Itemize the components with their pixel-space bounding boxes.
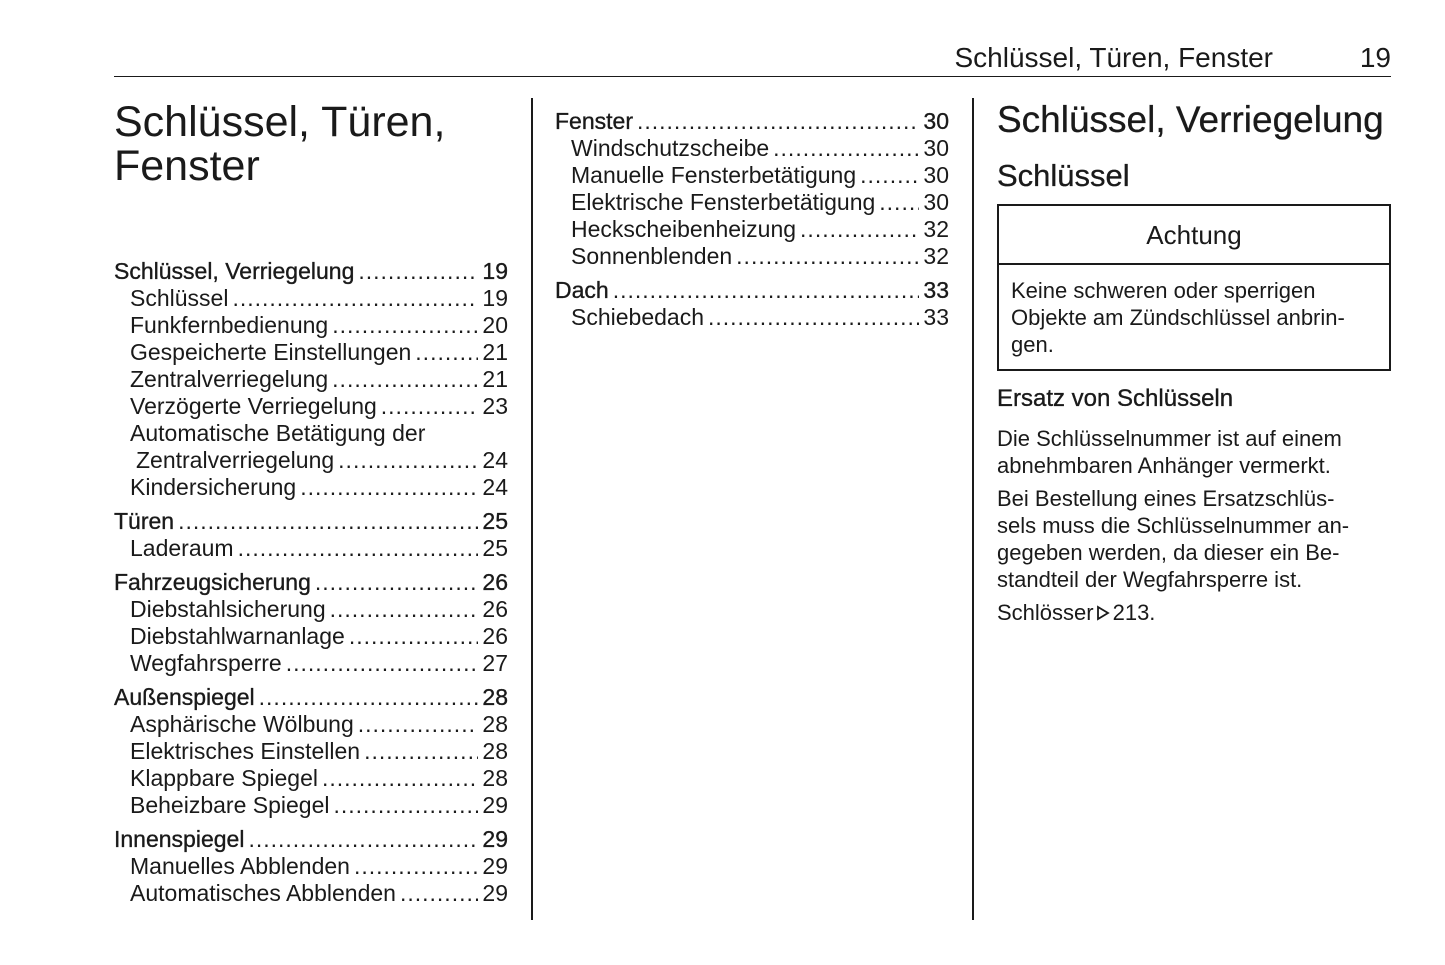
toc-dot-leader — [736, 243, 919, 270]
toc-dot-leader — [248, 826, 478, 853]
toc-entry-label: Manuelle Fensterbetätigung — [571, 162, 857, 188]
warning-text — [999, 265, 1389, 369]
toc-entry[interactable] — [555, 243, 949, 270]
toc-entry[interactable] — [114, 765, 508, 792]
toc-dot-leader — [354, 853, 478, 880]
toc-dot-leader — [637, 108, 919, 135]
chapter-title — [114, 100, 514, 188]
toc-entry[interactable] — [555, 277, 949, 304]
toc-dot-leader — [381, 393, 479, 420]
toc-entry-label: Gespeicherte Einstellungen — [130, 339, 412, 365]
toc-entry-page: 28 — [482, 765, 508, 791]
toc-entry[interactable] — [114, 535, 508, 562]
toc-dot-leader — [364, 738, 478, 765]
toc-entry-page: 21 — [482, 339, 508, 365]
paragraph — [997, 425, 1391, 479]
toc-entry-page: 33 — [923, 304, 949, 330]
toc-entry[interactable] — [555, 216, 949, 243]
toc-entry[interactable] — [555, 162, 949, 189]
column-divider-right — [972, 98, 974, 920]
toc-entry-page: 21 — [482, 366, 508, 392]
toc-dot-leader — [322, 765, 478, 792]
chapter-title-line: Schlüssel, Türen, — [114, 98, 446, 146]
toc-dot-leader — [358, 258, 478, 285]
toc-entry-label: Funkfernbedienung — [130, 312, 329, 338]
toc-dot-leader — [332, 312, 478, 339]
toc-entry-label: Kindersicherung — [130, 474, 297, 500]
toc-entry-page: 30 — [923, 162, 949, 188]
toc-dot-leader — [300, 474, 478, 501]
toc-dot-leader — [349, 623, 479, 650]
warning-box — [997, 204, 1391, 371]
toc-dot-leader — [259, 684, 479, 711]
toc-entry[interactable] — [114, 258, 508, 285]
toc-entry[interactable] — [555, 135, 949, 162]
toc-dot-leader — [773, 135, 919, 162]
toc-entry-page: 29 — [482, 880, 508, 906]
warning-line: gen. — [1011, 332, 1054, 357]
toc-entry[interactable] — [114, 650, 508, 677]
toc-entry-page: 19 — [482, 258, 508, 284]
toc-entry-page: 19 — [482, 285, 508, 311]
toc-dot-leader — [800, 216, 919, 243]
toc-entry-label: Automatisches Abblenden — [130, 880, 396, 906]
paragraph-line: Die Schlüsselnummer ist auf einem — [997, 426, 1342, 451]
toc-entry-label: Laderaum — [130, 535, 234, 561]
running-header — [114, 40, 1391, 77]
toc-entry[interactable] — [114, 684, 508, 711]
toc-entry[interactable] — [114, 738, 508, 765]
paragraph-line: Bei Bestellung eines Ersatzschlüs- — [997, 486, 1335, 511]
toc-entry-label: Dach — [555, 277, 609, 303]
subsection-heading: Ersatz von Schlüsseln — [997, 385, 1234, 412]
toc-entry-label: Windschutzscheibe — [571, 135, 770, 161]
paragraph-line: abnehmbaren Anhänger vermerkt. — [997, 453, 1331, 478]
toc-entry-label: Manuelles Abblenden — [130, 853, 350, 879]
toc-dot-leader — [879, 189, 919, 216]
toc-entry-page: 23 — [482, 393, 508, 419]
toc-entry-label: Elektrische Fensterbetätigung — [571, 189, 876, 215]
toc-dot-leader — [333, 792, 478, 819]
toc-entry[interactable] — [114, 596, 508, 623]
toc-dot-leader — [315, 569, 479, 596]
toc-entry-page: 20 — [482, 312, 508, 338]
toc-entry[interactable] — [114, 508, 508, 535]
paragraph-line: sels muss die Schlüsselnummer an- — [997, 513, 1350, 538]
toc-entry-label: Innenspiegel — [114, 826, 245, 852]
toc-entry[interactable] — [114, 339, 508, 366]
toc-entry-label: Türen — [114, 508, 175, 534]
toc-entry-page: 28 — [482, 738, 508, 764]
toc-entry-label: Fahrzeugsicherung — [114, 569, 311, 595]
toc-dot-leader — [332, 366, 478, 393]
toc-dot-leader — [708, 304, 919, 331]
toc-entry-page: 33 — [923, 277, 949, 303]
toc-dot-leader — [238, 535, 479, 562]
toc-entry-page: 30 — [923, 108, 949, 134]
toc-entry-label: Schlüssel, Verriegelung — [114, 258, 355, 284]
toc-entry[interactable] — [114, 792, 508, 819]
toc-entry-page: 26 — [482, 569, 508, 595]
reference-arrow-icon — [1096, 605, 1110, 621]
toc-entry[interactable] — [555, 304, 949, 331]
toc-entry-label: Verzögerte Verriegelung — [130, 393, 377, 419]
toc-dot-leader — [400, 880, 478, 907]
toc-dot-leader — [330, 596, 479, 623]
toc-entry-page: 30 — [923, 135, 949, 161]
running-header-title: Schlüssel, Türen, Fenster — [954, 42, 1273, 73]
toc-entry[interactable] — [114, 853, 508, 880]
toc-entry-label: Asphärische Wölbung — [130, 711, 354, 737]
toc-entry[interactable] — [114, 393, 508, 420]
toc-dot-leader — [860, 162, 919, 189]
subsection-title: Schlüssel — [997, 158, 1130, 193]
toc-dot-leader — [415, 339, 478, 366]
toc-entry-label: Automatische Betätigung der — [130, 420, 426, 446]
paragraph — [997, 485, 1391, 593]
toc-entry-page: 28 — [482, 684, 508, 710]
toc-entry[interactable] — [114, 447, 508, 474]
section-title: Schlüssel, Verriegelung — [997, 99, 1384, 140]
toc-entry-page: 32 — [923, 216, 949, 242]
toc-entry-page: 25 — [482, 535, 508, 561]
toc-entry[interactable] — [114, 474, 508, 501]
toc-entry-label: Elektrisches Einstellen — [130, 738, 361, 764]
table-of-contents-column-2 — [555, 108, 949, 331]
toc-dot-leader — [358, 711, 479, 738]
toc-entry-label: Diebstahlwarnanlage — [130, 623, 345, 649]
toc-entry-page: 30 — [923, 189, 949, 215]
warning-line: Keine schweren oder sperrigen — [1011, 278, 1316, 303]
toc-entry-label: Zentralverriegelung — [130, 366, 329, 392]
paragraph-line: gegeben werden, da dieser ein Be- — [997, 540, 1340, 565]
toc-entry-label: Klappbare Spiegel — [130, 765, 318, 791]
toc-entry[interactable] — [114, 826, 508, 853]
toc-entry[interactable] — [114, 711, 508, 738]
toc-dot-leader — [286, 650, 479, 677]
toc-entry-page: 29 — [482, 792, 508, 818]
toc-entry-label: Schlüssel — [130, 285, 229, 311]
column-divider-left — [531, 98, 533, 920]
reference-label: Schlösser — [997, 600, 1094, 625]
section-content — [997, 98, 1391, 626]
toc-entry-label: Außenspiegel — [114, 684, 255, 710]
toc-entry-page: 27 — [482, 650, 508, 676]
toc-entry-label: Schiebedach — [571, 304, 704, 330]
toc-entry-page: 29 — [482, 826, 508, 852]
warning-line: Objekte am Zündschlüssel anbrin- — [1011, 305, 1345, 330]
toc-entry-page: 29 — [482, 853, 508, 879]
toc-entry-label: Zentralverriegelung — [136, 447, 335, 473]
cross-reference[interactable] — [997, 599, 1391, 626]
toc-entry[interactable] — [555, 108, 949, 135]
toc-entry-page: 25 — [482, 508, 508, 534]
toc-entry[interactable] — [114, 366, 508, 393]
toc-dot-leader — [338, 447, 478, 474]
reference-page: 213. — [1112, 600, 1156, 625]
toc-entry[interactable] — [114, 312, 508, 339]
toc-entry-label: Sonnenblenden — [571, 243, 733, 269]
toc-entry-label: Heckscheibenheizung — [571, 216, 797, 242]
toc-entry-page: 26 — [482, 623, 508, 649]
table-of-contents-column-1 — [114, 258, 508, 907]
chapter-title-line: Fenster — [114, 142, 260, 190]
paragraph-line: standteil der Wegfahrsperre ist. — [997, 567, 1303, 592]
toc-entry[interactable] — [114, 420, 508, 447]
toc-entry-page: 28 — [482, 711, 508, 737]
toc-dot-leader — [613, 277, 920, 304]
warning-title: Achtung — [999, 206, 1389, 265]
toc-entry[interactable] — [114, 623, 508, 650]
toc-entry-page: 24 — [482, 447, 508, 473]
toc-entry-label: Diebstahlsicherung — [130, 596, 326, 622]
toc-entry-page: 32 — [923, 243, 949, 269]
toc-entry[interactable] — [114, 569, 508, 596]
toc-entry-page: 26 — [482, 596, 508, 622]
toc-entry[interactable] — [114, 285, 508, 312]
toc-entry[interactable] — [114, 880, 508, 907]
toc-entry-label: Wegfahrsperre — [130, 650, 282, 676]
toc-dot-leader — [232, 285, 478, 312]
toc-dot-leader — [178, 508, 478, 535]
toc-entry-label: Beheizbare Spiegel — [130, 792, 330, 818]
toc-entry-label: Fenster — [555, 108, 633, 134]
toc-entry-page: 24 — [482, 474, 508, 500]
toc-entry[interactable] — [555, 189, 949, 216]
page-number: 19 — [1359, 42, 1391, 73]
